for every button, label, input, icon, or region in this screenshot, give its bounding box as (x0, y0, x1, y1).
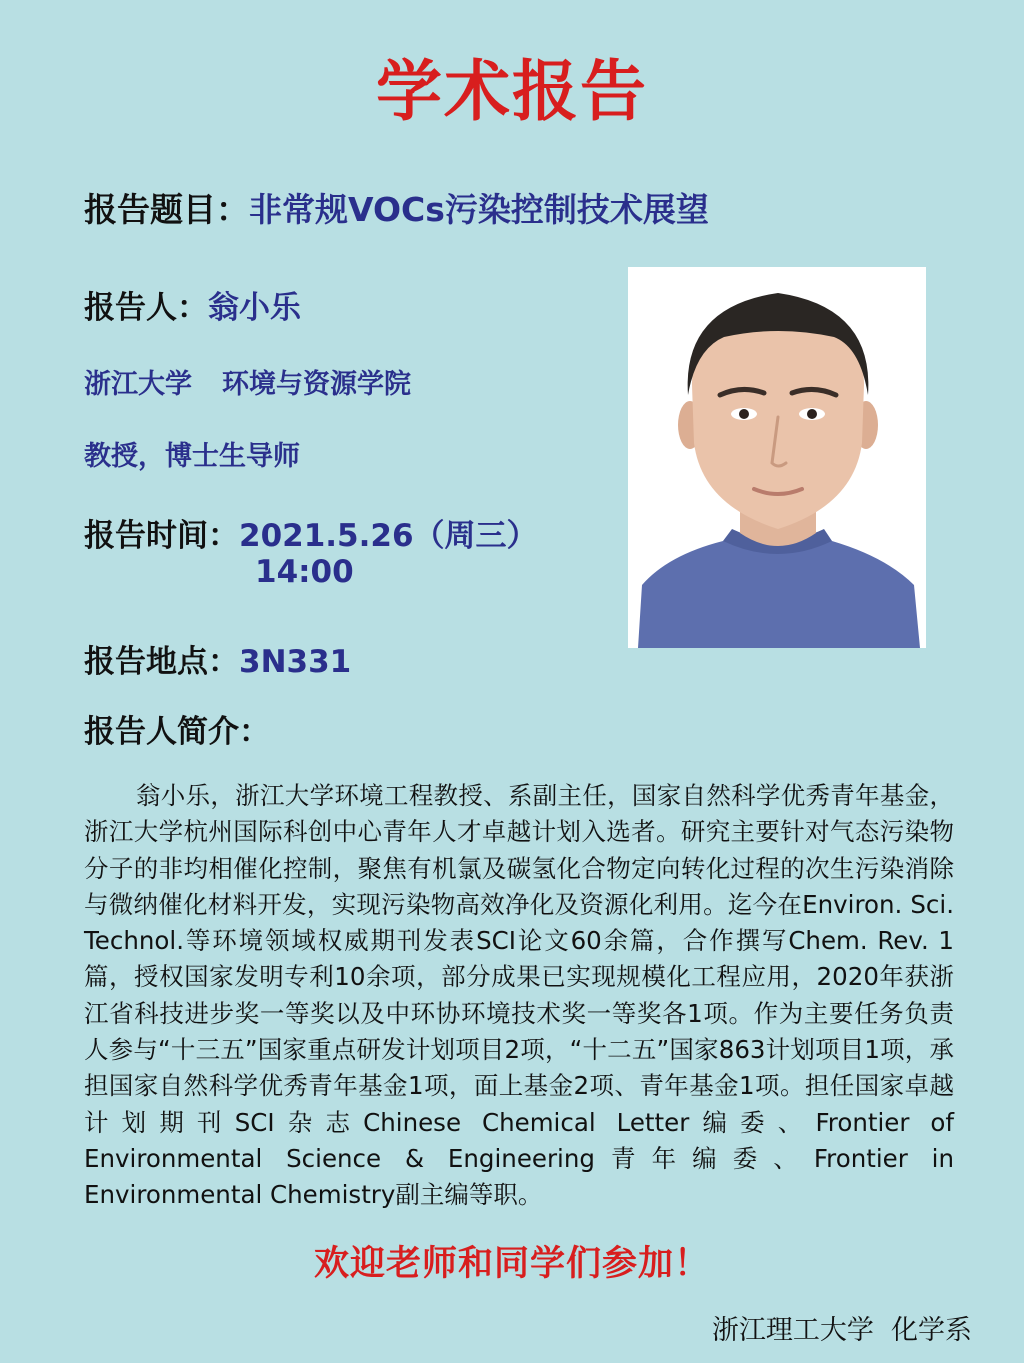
speaker-position: 教授，博士生导师 (84, 441, 300, 472)
speaker-label: 报告人： (84, 290, 208, 326)
time-clock-row (255, 554, 354, 590)
place-label: 报告地点： (84, 644, 239, 680)
topic-row (84, 184, 709, 231)
speaker-row (84, 282, 301, 327)
place-row (84, 636, 351, 681)
speaker-bio: 翁小乐，浙江大学环境工程教授、系副主任，国家自然科学优秀青年基金，浙江大学杭州国际科创中心青年人才卓越计划入选者。研究主要针对气态污染物分子的非均相催化控制，聚焦有机氯及碳氢化合物定向转化过程的次生污染消除与微纳催化材料开发，实现污染物高效净化及资源化利用。迄今在Environ. Sci. Technol.等环境领域权威期刊发表SCI论文60余篇，合作撰写Chem. Rev. 1篇，授权国家发明专利10余项，部分成果已实现规模化工程应用，2020年获浙江省科技进步奖一等奖以及中环协环境技术奖一等奖各1项。作为主要任务负责人参与“十三五”国家重点研发计划项目2项，“十二五”国家863计划项目1项，承担国家自然科学优秀青年基金1项，面上基金2项、青年基金1项。担任国家卓越计划期刊SCI杂志Chinese Chemical Letter编委、Frontier of Environmental Science & Engineering青年编委、Frontier in Environmental Chemistry副主编等职。 (84, 781, 954, 1210)
position-row (84, 434, 300, 473)
topic-value: 非常规VOCs污染控制技术展望 (249, 190, 709, 229)
speaker-school: 环境与资源学院 (222, 369, 411, 400)
place-value: 3N331 (239, 644, 352, 680)
affiliation-row (84, 362, 411, 401)
time-date: 2021.5.26（周三） (239, 518, 538, 554)
speaker-photo (628, 267, 926, 648)
speaker-portrait-illustration (628, 267, 926, 648)
time-row (84, 510, 538, 555)
welcome-message: 欢迎老师和同学们参加！ (313, 1244, 710, 1284)
footer-university: 浙江理工大学 (711, 1315, 874, 1346)
time-label: 报告时间： (84, 518, 239, 554)
poster-title: 学术报告 (376, 53, 648, 130)
speaker-institution: 浙江大学 (84, 369, 192, 400)
footer-organizer (712, 1308, 972, 1347)
footer-department: 化学系 (891, 1315, 972, 1346)
speaker-name: 翁小乐 (208, 290, 301, 326)
intro-heading: 报告人简介： (84, 714, 270, 750)
topic-label: 报告题目： (84, 190, 249, 229)
time-clock: 14:00 (255, 554, 354, 590)
